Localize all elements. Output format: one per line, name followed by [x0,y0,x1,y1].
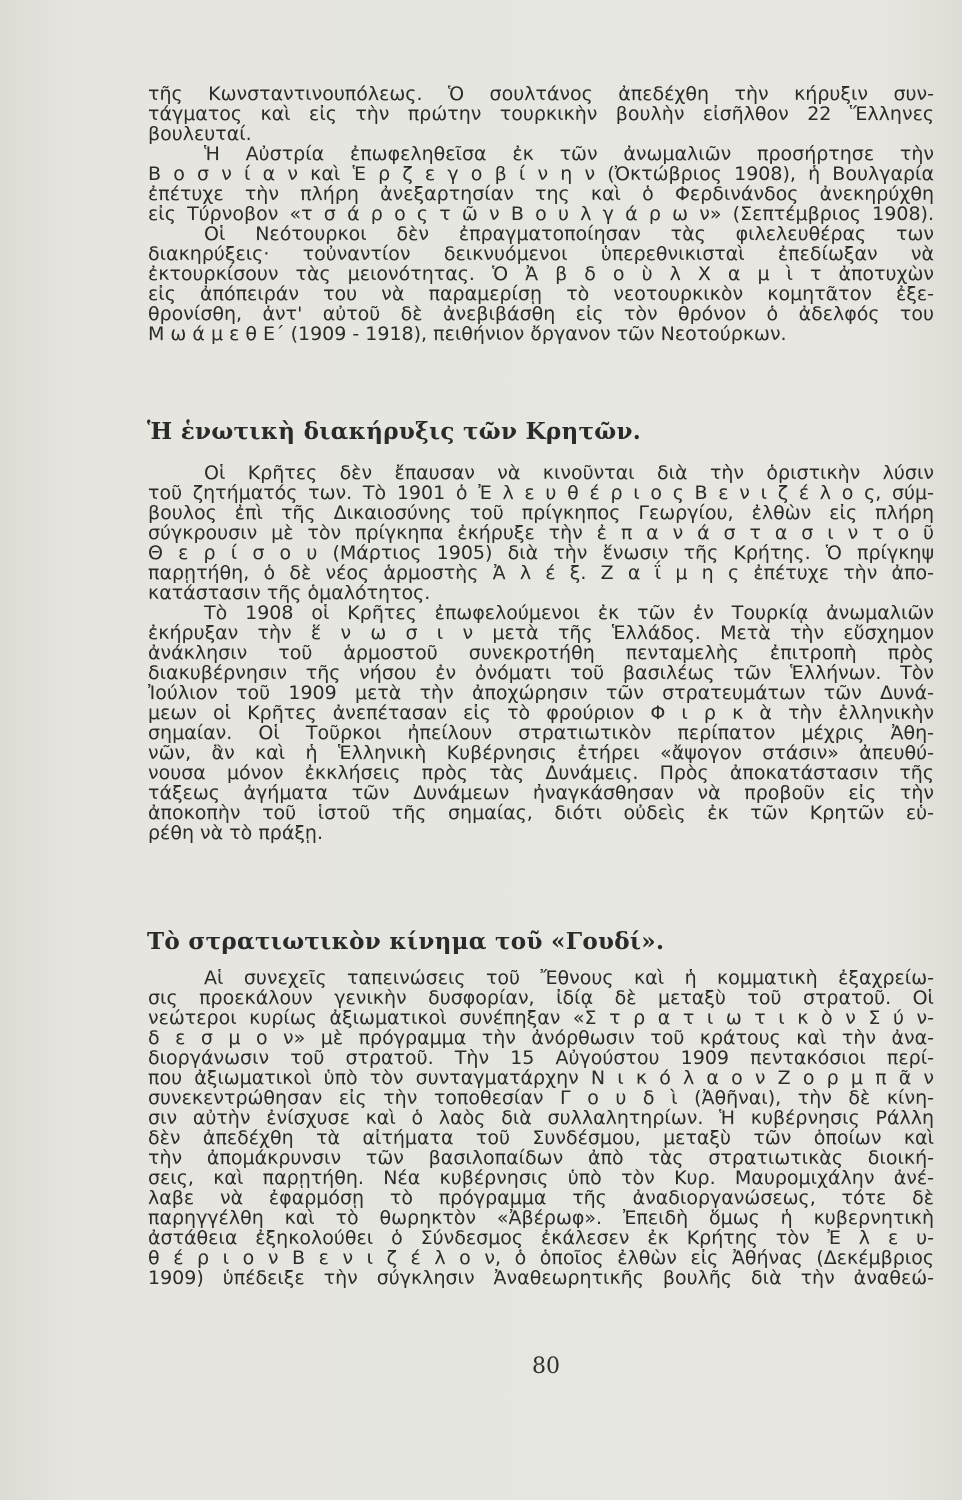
text-line: Ἡ Αὐστρία ἐπωφεληθεῖσα ἐκ τῶν ἀνωμαλιῶν προσήρτησε τὴν [204,143,934,165]
paragraph-military-league [148,968,934,1288]
text-line: ἐκήρυξαν τὴν ἕ ν ω σ ι ν μετὰ τῆς Ἑλλάδος. Μετὰ τὴν εὔσχημον [148,622,934,644]
text-line: που ἀξιωματικοὶ ὑπὸ τὸν συνταγματάρχην Ν ι κ ό λ α ο ν Ζ ο ρ μ π ᾶ ν [148,1067,934,1089]
text-line: σύγκρουσιν μὲ τὸν πρίγκηπα ἐκήρυξε τὴν ἐ π α ν ά σ τ α σ ι ν τ ο ῦ [148,522,934,544]
text-line: παρηγγέλθη καὶ τὸ θωρηκτὸν «Ἀβέρωφ». Ἐπειδὴ ὅμως ἡ κυβερνητικὴ [148,1207,934,1229]
text-line: σιν αὐτὴν ἐνίσχυσε καὶ ὁ λαὸς διὰ συλλαλητηρίων. Ἡ κυβέρνησις Ράλλη [148,1107,934,1129]
text-line: Αἱ συνεχεῖς ταπεινώσεις τοῦ Ἔθνους καὶ ἡ κομματικὴ ἐξαχρείω- [204,967,934,989]
text-line: βουλευταί. [148,123,252,145]
text-line: διακηρύξεις· τοὐναντίον δεικνυόμενοι ὑπερεθνικισταὶ ἐπεδίωξαν νὰ [148,243,934,265]
text-line: θρονίσθη, ἀντ' αὐτοῦ δὲ ἀνεβιβάσθη εἰς τὸν θρόνον ὁ ἀδελφός του [148,303,934,325]
text-line: σις προεκάλουν γενικὴν δυσφορίαν, ἰδίᾳ δὲ μεταξὺ τοῦ στρατοῦ. Οἱ [148,987,934,1009]
text-line: βουλος ἐπὶ τῆς Δικαιοσύνης τοῦ πρίγκηπος Γεωργίου, ἐλθὼν εἰς πλήρη [148,502,934,524]
text-line: νουσα μόνον ἐκκλήσεις πρὸς τὰς Δυνάμεις. Πρὸς ἀποκατάστασιν τῆς [148,762,934,784]
text-line: Οἱ Κρῆτες δὲν ἔπαυσαν νὰ κινοῦνται διὰ τὴν ὁριστικὴν λύσιν [204,462,934,484]
text-line: 1909) ὑπέδειξε τὴν σύγκλησιν Ἀναθεωρητικῆς βουλῆς διὰ τὴν ἀναθεώ- [148,1267,934,1289]
text-line: ἀποκοπὴν τοῦ ἱστοῦ τῆς σημαίας, διότι οὐδεὶς ἐκ τῶν Κρητῶν εὑ- [148,802,934,824]
text-line: διοργάνωσιν τοῦ στρατοῦ. Τὴν 15 Αὐγούστου 1909 πεντακόσιοι περί- [148,1047,934,1069]
text-line: ἐκτουρκίσουν τὰς μειονότητας. Ὁ Ἀ β δ ο ὺ λ Χ α μ ὶ τ ἀποτυχὼν [148,263,934,285]
text-line: νῶν, ἂν καὶ ἡ Ἑλληνικὴ Κυβέρνησις ἐτήρει «ἄψογον στάσιν» ἀπευθύ- [148,742,934,764]
text-line: διακυβέρνησιν τῆς νήσου ἐν ὀνόματι τοῦ βασιλέως τῶν Ἑλλήνων. Τὸν [148,662,934,684]
text-line: ἀστάθεια ἐξηκολούθει ὁ Σύνδεσμος ἐκάλεσεν ἐκ Κρήτης τὸν Ἐ λ ε υ- [148,1227,934,1249]
text-line: δ ε σ μ ο ν» μὲ πρόγραμμα τὴν ἀνόρθωσιν τοῦ κράτους καὶ τὴν ἀνα- [148,1027,934,1049]
text-block-crete [148,463,934,843]
text-line: τῆς Κωνσταντινουπόλεως. Ὁ σουλτάνος ἀπεδέχθη τὴν κήρυξιν συν- [148,83,934,105]
text-line: τοῦ ζητήματός των. Τὸ 1901 ὁ Ἐ λ ε υ θ έ ρ ι ο ς Β ε ν ι ζ έ λ ο ς, σύμ- [148,482,934,504]
text-line: παρῃτήθη, ὁ δὲ νέος ἁρμοστὴς Ἀ λ έ ξ. Ζ α ΐ μ η ς ἐπέτυχε τὴν ἀπο- [148,562,934,584]
text-line: λαβε νὰ ἐφαρμόσῃ τὸ πρόγραμμα τῆς ἀναδιοργανώσεως, τότε δὲ [148,1187,934,1209]
section-heading-goudi: Τὸ στρατιωτικὸν κίνημα τοῦ «Γουδί». [147,928,665,955]
text-line: Β ο σ ν ί α ν καὶ Ἑ ρ ζ ε γ ο β ί ν η ν (Ὀκτώβριος 1908), ἡ Βουλγαρία [148,163,934,185]
paragraph-cretans [148,463,934,603]
text-block-goudi [148,968,934,1288]
text-line: δὲν ἀπεδέχθη τὰ αἰτήματα τοῦ Συνδέσμου, μεταξὺ τῶν ὁποίων καὶ [148,1127,934,1149]
paragraph-sultan [148,84,934,144]
paragraph-austria [148,144,934,224]
paragraph-union-1908 [148,603,934,843]
text-line: σεις, καὶ παρῃτήθη. Νέα κυβέρνησις ὑπὸ τὸν Κυρ. Μαυρομιχάλην ἀνέ- [148,1167,934,1189]
text-line: τάγματος καὶ εἰς τὴν πρώτην τουρκικὴν βουλὴν εἰσῆλθον 22 Ἕλληνες [148,103,934,125]
text-line: εἰς Τύρνοβον «τ σ ά ρ ο ς τ ῶ ν Β ο υ λ γ ά ρ ω ν» (Σεπτέμβριος 1908). [148,203,934,225]
text-line: ἀνάκλησιν τοῦ ἁρμοστοῦ συνεκροτήθη πενταμελὴς ἐπιτροπὴ πρὸς [148,642,934,664]
text-line: τάξεως ἀγήματα τῶν Δυνάμεων ἠναγκάσθησαν νὰ προβοῦν εἰς τὴν [148,782,934,804]
text-line: Θ ε ρ ί σ ο υ (Μάρτιος 1905) διὰ τὴν ἕνωσιν τῆς Κρήτης. Ὁ πρίγκηψ [148,542,934,564]
text-block-top [148,84,934,344]
text-line: κατάστασιν τῆς ὁμαλότητος. [148,582,431,604]
text-line: τὴν ἀπομάκρυνσιν τῶν βασιλοπαίδων ἀπὸ τὰς στρατιωτικὰς διοική- [148,1147,934,1169]
text-line: μεων οἱ Κρῆτες ἀνεπέτασαν εἰς τὸ φρούριον Φ ι ρ κ ὰ τὴν ἑλληνικὴν [148,702,934,724]
text-line: σημαίαν. Οἱ Τοῦρκοι ἠπείλουν στρατιωτικὸν περίπατον μέχρις Ἀθη- [148,722,934,744]
text-line: συνεκεντρώθησαν εἰς τὴν τοποθεσίαν Γ ο υ δ ὶ (Ἀθῆναι), τὴν δὲ κίνη- [148,1087,934,1109]
text-line: Οἱ Νεότουρκοι δὲν ἐπραγματοποίησαν τὰς φιλελευθέρας των [204,223,934,245]
section-heading-crete: Ἡ ἑνωτικὴ διακήρυξις τῶν Κρητῶν. [147,418,642,445]
paragraph-young-turks [148,224,934,344]
text-line: νεώτεροι κυρίως ἀξιωματικοὶ συνέπηξαν «Σ τ ρ α τ ι ω τ ι κ ὸ ν Σ ύ ν- [148,1007,934,1029]
page-number: 80 [532,1354,560,1379]
text-line: Τὸ 1908 οἱ Κρῆτες ἐπωφελούμενοι ἐκ τῶν ἐν Τουρκίᾳ ἀνωμαλιῶν [204,602,934,624]
text-line: εἰς ἀπόπειράν του νὰ παραμερίσῃ τὸ νεοτουρκικὸν κομητᾶτον ἐξε- [148,283,934,305]
text-line: ρέθη νὰ τὸ πράξῃ. [148,822,324,844]
text-line: ἐπέτυχε τὴν πλήρη ἀνεξαρτησίαν της καὶ ὁ Φερδινάνδος ἀνεκηρύχθη [148,183,934,205]
text-line: θ έ ρ ι ο ν Β ε ν ι ζ έ λ ο ν, ὁ ὁποῖος ἐλθὼν εἰς Ἀθήνας (Δεκέμβριος [148,1247,934,1269]
text-line: Μ ω ά μ ε θ Ε΄ (1909 - 1918), πειθήνιον ὄργανον τῶν Νεοτούρκων. [148,323,787,345]
text-line: Ἰούλιον τοῦ 1909 μετὰ τὴν ἀποχώρησιν τῶν στρατευμάτων τῶν Δυνά- [148,682,934,704]
